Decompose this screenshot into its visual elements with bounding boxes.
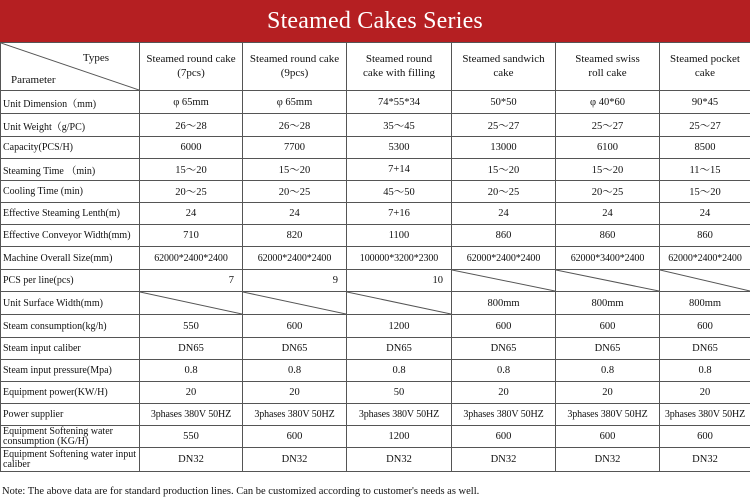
table-cell: 15～20	[660, 181, 750, 203]
table-cell: 550	[140, 315, 243, 338]
table-cell: 600	[452, 315, 556, 338]
table-cell: DN65	[140, 338, 243, 360]
table-cell: 6100	[556, 137, 660, 159]
table-cell: 20	[660, 382, 750, 404]
table-cell: 0.8	[556, 360, 660, 382]
row-label: Steam input pressure(Mpa)	[1, 360, 140, 382]
table-cell: 7700	[243, 137, 347, 159]
column-header-line: (7pcs)	[177, 67, 205, 79]
row-label: Cooling Time (min)	[1, 181, 140, 203]
table-cell: 0.8	[243, 360, 347, 382]
table-cell: 0.8	[660, 360, 750, 382]
table-cell: 15～20	[243, 159, 347, 181]
table-cell: DN65	[660, 338, 750, 360]
cell-diagonal-line	[556, 270, 659, 291]
table-cell: DN65	[556, 338, 660, 360]
table-cell: 11～15	[660, 159, 750, 181]
table-cell: 20～25	[140, 181, 243, 203]
table-cell: 1100	[347, 225, 452, 247]
table-cell: 600	[660, 426, 750, 448]
footnote: Note: The above data are for standard production lines. Can be customized according to customer's needs as well.	[2, 486, 480, 497]
table-cell: 600	[452, 426, 556, 448]
table-cell: DN65	[452, 338, 556, 360]
table-row	[1, 360, 750, 382]
table-cell: 15～20	[452, 159, 556, 181]
row-label: Effective Steaming Lenth(m)	[1, 203, 140, 225]
cell-diagonal-line	[452, 270, 555, 291]
column-header-round-cake-9pcs	[243, 43, 347, 91]
column-header-line: Steamed round cake	[146, 53, 236, 65]
table-row	[1, 315, 750, 338]
table-cell: 24	[140, 203, 243, 225]
table-row	[1, 114, 750, 137]
table-cell: 7+16	[347, 203, 452, 225]
table-cell: 15～20	[140, 159, 243, 181]
table-cell: 35～45	[347, 114, 452, 137]
header-corner-cell	[1, 43, 140, 91]
column-header-sandwich-cake	[452, 43, 556, 91]
table-cell: 20～25	[243, 181, 347, 203]
table-cell: DN65	[347, 338, 452, 360]
column-header-round-cake-7pcs	[140, 43, 243, 91]
cell-diagonal-line	[660, 270, 750, 291]
table-cell: 3phases 380V 50HZ	[660, 404, 750, 426]
table-cell: 20	[140, 382, 243, 404]
table-cell: 800mm	[556, 292, 660, 315]
row-label: PCS per line(pcs)	[1, 270, 140, 292]
table-cell: 800mm	[660, 292, 750, 315]
table-cell: 25～27	[452, 114, 556, 137]
table-cell: 15～20	[556, 159, 660, 181]
table-cell: 0.8	[140, 360, 243, 382]
table-cell: 20～25	[452, 181, 556, 203]
row-label: Unit Surface Width(mm)	[1, 292, 140, 315]
table-cell: 600	[243, 426, 347, 448]
row-label: Machine Overall Size(mm)	[1, 247, 140, 270]
table-cell: 45～50	[347, 181, 452, 203]
table-row	[1, 181, 750, 203]
table-cell: 860	[660, 225, 750, 247]
empty-cell	[140, 292, 243, 315]
table-cell: 20	[556, 382, 660, 404]
table-cell: 3phases 380V 50HZ	[243, 404, 347, 426]
types-label: Types	[82, 52, 109, 64]
table-row	[1, 137, 750, 159]
table-cell: 600	[660, 315, 750, 338]
table-cell: 62000*2400*2400	[660, 247, 750, 270]
table-cell: 600	[556, 315, 660, 338]
table-cell: 24	[243, 203, 347, 225]
cell-diagonal-line	[140, 292, 242, 314]
row-label: Equipment Softening water consumption (KG/H)	[1, 426, 140, 448]
table-cell: 860	[556, 225, 660, 247]
table-cell: 7+14	[347, 159, 452, 181]
table-row	[1, 404, 750, 426]
column-header-round-cake-filling	[347, 43, 452, 91]
parameter-label: Parameter	[11, 74, 56, 86]
table-row	[1, 292, 750, 315]
column-header-line: (9pcs)	[280, 67, 309, 79]
table-cell: 550	[140, 426, 243, 448]
table-cell: φ 65mm	[243, 91, 347, 114]
table-cell: 1200	[347, 426, 452, 448]
table-row	[1, 159, 750, 181]
table-cell: DN32	[243, 448, 347, 472]
table-cell: 20～25	[556, 181, 660, 203]
table-cell: 10	[347, 270, 452, 292]
table-cell: 74*55*34	[347, 91, 452, 114]
cell-diagonal-line	[347, 292, 451, 314]
table-cell: 820	[243, 225, 347, 247]
empty-cell	[660, 270, 750, 292]
header-row	[1, 43, 750, 91]
table-cell: 1200	[347, 315, 452, 338]
row-label: Steam consumption(kg/h)	[1, 315, 140, 338]
table-cell: 3phases 380V 50HZ	[347, 404, 452, 426]
table-row	[1, 203, 750, 225]
table-row	[1, 426, 750, 448]
row-label: Equipment power(KW/H)	[1, 382, 140, 404]
row-label: Steaming Time （min)	[1, 159, 140, 181]
row-label: Unit Dimension（mm)	[1, 91, 140, 114]
column-header-pocket-cake	[660, 43, 750, 91]
column-header-swiss-roll-cake	[556, 43, 660, 91]
column-header-line: cake	[694, 67, 716, 79]
page-title: Steamed Cakes Series	[267, 7, 483, 34]
page-title-banner	[0, 0, 750, 42]
row-label: Power supplier	[1, 404, 140, 426]
table-cell: DN32	[556, 448, 660, 472]
table-cell: 600	[243, 315, 347, 338]
table-cell: 50*50	[452, 91, 556, 114]
empty-cell	[452, 270, 556, 292]
column-header-line: cake	[493, 67, 514, 79]
table-cell: 90*45	[660, 91, 750, 114]
table-cell: 9	[243, 270, 347, 292]
table-cell: 7	[140, 270, 243, 292]
table-cell: 62000*2400*2400	[243, 247, 347, 270]
table-cell: DN32	[452, 448, 556, 472]
table-cell: 13000	[452, 137, 556, 159]
row-label: Capacity(PCS/H)	[1, 137, 140, 159]
table-cell: 3phases 380V 50HZ	[452, 404, 556, 426]
table-cell: 100000*3200*2300	[347, 247, 452, 270]
empty-cell	[243, 292, 347, 315]
table-cell: 860	[452, 225, 556, 247]
spec-table-body	[1, 91, 750, 472]
table-row	[1, 225, 750, 247]
table-cell: 20	[243, 382, 347, 404]
spec-table	[0, 42, 750, 472]
table-cell: 24	[556, 203, 660, 225]
table-cell: 24	[660, 203, 750, 225]
row-label: Steam input caliber	[1, 338, 140, 360]
table-cell: 62000*2400*2400	[140, 247, 243, 270]
table-cell: 3phases 380V 50HZ	[140, 404, 243, 426]
column-header-line: roll cake	[588, 67, 627, 79]
table-cell: 5300	[347, 137, 452, 159]
column-header-line: Steamed pocket	[670, 53, 740, 65]
table-cell: 600	[556, 426, 660, 448]
table-cell: 8500	[660, 137, 750, 159]
table-cell: φ 40*60	[556, 91, 660, 114]
cell-diagonal-line	[243, 292, 346, 314]
table-row	[1, 91, 750, 114]
table-row	[1, 338, 750, 360]
table-cell: 50	[347, 382, 452, 404]
table-row	[1, 270, 750, 292]
table-cell: DN32	[140, 448, 243, 472]
row-label: Effective Conveyor Width(mm)	[1, 225, 140, 247]
table-row	[1, 247, 750, 270]
column-header-line: Steamed round cake	[249, 53, 340, 65]
table-cell: 20	[452, 382, 556, 404]
table-row	[1, 382, 750, 404]
column-header-line: Steamed swiss	[575, 53, 640, 65]
table-cell: 0.8	[452, 360, 556, 382]
table-cell: 710	[140, 225, 243, 247]
column-header-line: Steamed round	[365, 53, 433, 65]
table-cell: DN65	[243, 338, 347, 360]
table-cell: 26～28	[243, 114, 347, 137]
column-header-line: cake with filling	[362, 67, 436, 79]
table-cell: DN32	[347, 448, 452, 472]
empty-cell	[556, 270, 660, 292]
table-cell: 0.8	[347, 360, 452, 382]
table-cell: 62000*2400*2400	[452, 247, 556, 270]
table-cell: 3phases 380V 50HZ	[556, 404, 660, 426]
table-cell: 62000*3400*2400	[556, 247, 660, 270]
table-cell: 25～27	[556, 114, 660, 137]
table-cell: φ 65mm	[140, 91, 243, 114]
table-cell: 25～27	[660, 114, 750, 137]
row-label: Unit Weight（g/PC)	[1, 114, 140, 137]
row-label: Equipment Softening water input caliber	[1, 448, 140, 472]
table-cell: 26～28	[140, 114, 243, 137]
table-cell: 800mm	[452, 292, 556, 315]
table-row	[1, 448, 750, 472]
table-cell: 24	[452, 203, 556, 225]
column-header-line: Steamed sandwich	[462, 53, 545, 65]
empty-cell	[347, 292, 452, 315]
table-cell: DN32	[660, 448, 750, 472]
table-cell: 6000	[140, 137, 243, 159]
